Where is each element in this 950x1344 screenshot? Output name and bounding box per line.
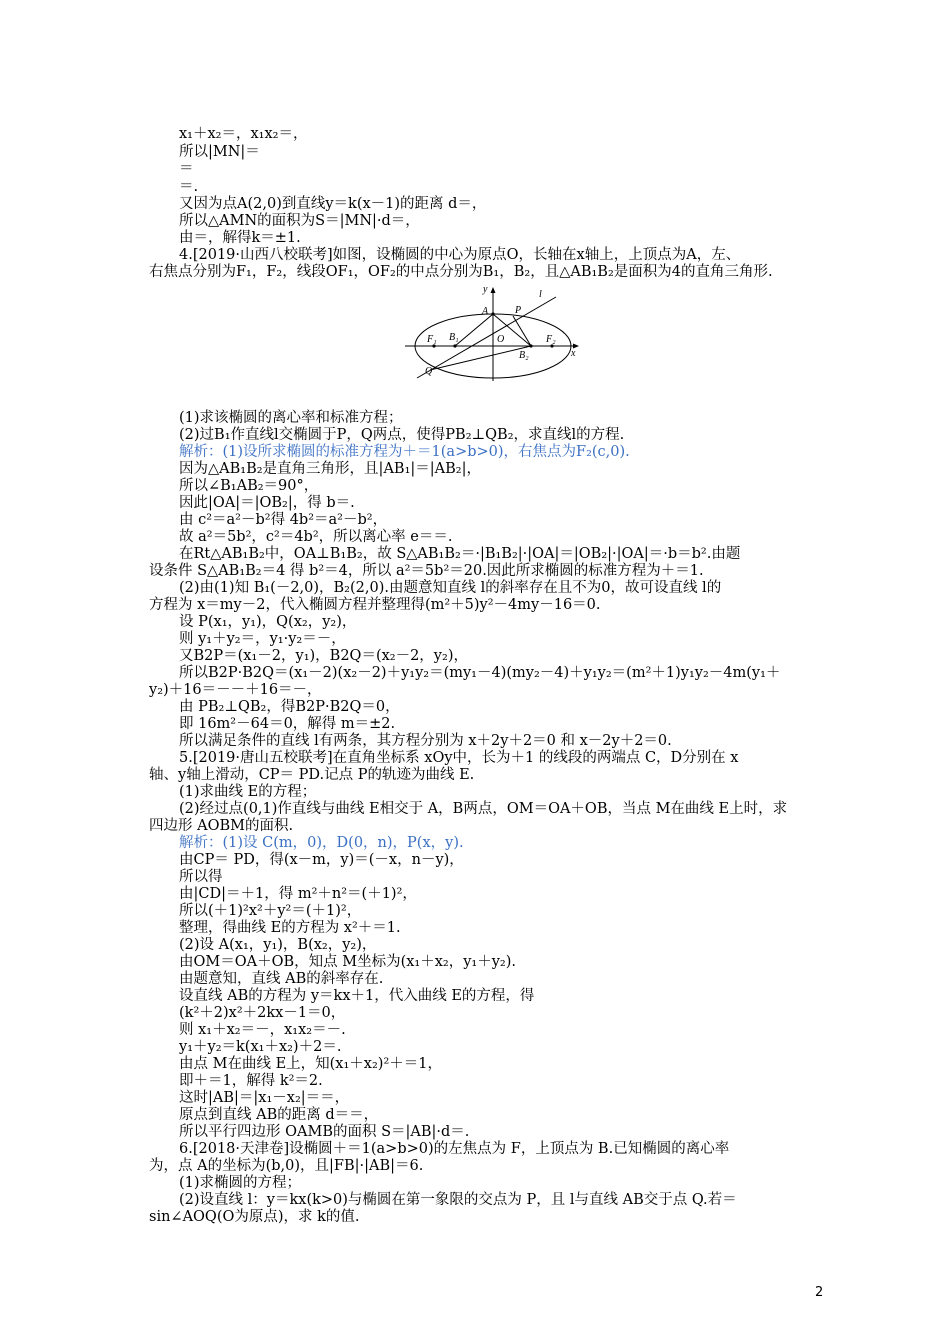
text-line: 所以满足条件的直线 l有两条，其方程分别为 x＋2y＋2＝0 和 x－2y＋2＝0. (179, 733, 672, 749)
text-line: 由CP＝ PD，得(x－m，y)＝(－x，n－y)， (179, 852, 464, 868)
label-x: x (571, 348, 576, 359)
text-line: (2)设 A(x₁，y₁)，B(x₂，y₂)， (179, 937, 377, 953)
text-line: 所以B2P·B2Q＝(x₁－2)(x₂－2)＋y₁y₂＝(my₁－4)(my₂－4)＋y₁y₂＝(m²＋1)y₁y₂－4m(y₁＋ (179, 665, 781, 681)
text-line: (1)求曲线 E的方程； (179, 784, 317, 800)
text-line: 在Rt△AB₁B₂中，OA⊥B₁B₂，故 S△AB₁B₂＝·|B₁B₂|·|OA|＝|OB₂|·|OA|＝·b＝b².由题 (179, 546, 741, 562)
text-line: (1)求该椭圆的离心率和标准方程； (179, 410, 403, 426)
text-line: 整理，得曲线 E的方程为 x²＋＝1. (179, 920, 401, 936)
problem-6-stem: 6.[2018·天津卷]设椭圆＋＝1(a>b>0)的左焦点为 F，上顶点为 B.已知椭圆的离心率 (179, 1141, 730, 1157)
text-line: 因此|OA|＝|OB₂|，得 b＝. (179, 495, 355, 511)
segment-qb2 (430, 346, 531, 370)
text-line: (1)求椭圆的方程； (179, 1175, 302, 1191)
text-line: 所以得 (179, 869, 223, 885)
analysis-line: 解析：(1)设所求椭圆的标准方程为＋＝1(a>b>0)，右焦点为F₂(c,0). (179, 444, 630, 460)
text-line: 所以平行四边形 OAMB的面积 S＝|AB|·d＝. (179, 1124, 470, 1140)
text-line: 所以∠B₁AB₂＝90°， (179, 478, 319, 494)
text-line: 方程为 x＝my－2，代入椭圆方程并整理得(m²＋5)y²－4my－16＝0. (149, 597, 601, 613)
text-line: 由|CD|＝＋1，得 m²＋n²＝(＋1)²， (179, 886, 417, 902)
text-line: 又B2P＝(x₁－2，y₁)，B2Q＝(x₂－2，y₂)， (179, 648, 468, 664)
text-line: 故 a²＝5b²，c²＝4b²，所以离心率 e＝＝. (179, 529, 453, 545)
text-line: ＝. (179, 179, 199, 195)
text-line: ＝ (179, 161, 194, 177)
text-line: 由 c²＝a²－b²得 4b²＝a²－b²， (179, 512, 388, 528)
segment-pb2 (513, 316, 531, 346)
point-b2 (529, 344, 532, 347)
text-line: 由＝，解得k＝±1. (179, 230, 301, 246)
text-line: 由OM＝OA＋OB，知点 M坐标为(x₁＋x₂，y₁＋y₂). (179, 954, 517, 970)
text-line: 所以(＋1)²x²＋y²＝(＋1)²， (179, 903, 362, 919)
text-line: 原点到直线 AB的距离 d＝＝， (179, 1107, 379, 1123)
text-line: 四边形 AOBM的面积. (149, 818, 294, 834)
label-b1: B₁ (449, 332, 459, 343)
text-line: 因为△AB₁B₂是直角三角形，且|AB₁|＝|AB₂|， (179, 461, 481, 477)
text-line: y₁＋y₂＝k(x₁＋x₂)＋2＝. (179, 1039, 342, 1055)
problem-5-stem: 5.[2019·唐山五校联考]在直角坐标系 xOy中，长为＋1 的线段的两端点 C，D分别在 x (179, 750, 739, 766)
text-line: 即＋＝1，解得 k²＝2. (179, 1073, 323, 1089)
text-line: (2)设直线 l：y＝kx(k>0)与椭圆在第一象限的交点为 P，且 l与直线 AB交于点 Q.若＝ (179, 1192, 737, 1208)
problem-5-stem: 轴、y轴上滑动，CP＝ PD.记点 P的轨迹为曲线 E. (149, 767, 475, 783)
text-line: 又因为点A(2,0)到直线y＝k(x－1)的距离 d＝， (179, 196, 487, 212)
text-line: 设直线 AB的方程为 y＝kx＋1，代入曲线 E的方程，得 (179, 988, 535, 1004)
label-l: l (539, 289, 542, 300)
text-line: y₂)＋16＝－－＋16＝－， (149, 682, 322, 698)
text-line: 则 x₁＋x₂＝－，x₁x₂＝－. (179, 1022, 346, 1038)
text-line: 则 y₁＋y₂＝，y₁·y₂＝－， (179, 631, 346, 647)
text-line: (2)过B₁作直线l交椭圆于P，Q两点，使得PB₂⊥QB₂，求直线l的方程. (179, 427, 625, 443)
point-b1 (453, 344, 456, 347)
label-b2: B₂ (519, 350, 529, 361)
label-y: y (483, 284, 488, 295)
text-line: 设 P(x₁，y₁)，Q(x₂，y₂)， (179, 614, 357, 630)
text-line: 设条件 S△AB₁B₂＝4 得 b²＝4，所以 a²＝5b²＝20.因此所求椭圆的标准方程为＋＝1. (149, 563, 704, 579)
segment-ab1 (455, 314, 493, 346)
problem-6-stem: 为，点 A的坐标为(b,0)，且|FB|·|AB|＝6. (149, 1158, 424, 1174)
text-line: 所以|MN|＝ (179, 144, 260, 160)
text-line: 即 16m²－64＝0，解得 m＝±2. (179, 716, 396, 732)
ellipse-figure (403, 283, 583, 383)
label-f1: F₁ (427, 334, 437, 345)
page-number: 2 (815, 1285, 824, 1300)
text-line: (k²＋2)x²＋2kx－1＝0， (179, 1005, 346, 1021)
text-line: 由点 M在曲线 E上，知(x₁＋x₂)²＋＝1， (179, 1056, 442, 1072)
y-axis-arrow-icon (491, 287, 496, 293)
point-a (491, 312, 494, 315)
text-line: 由题意知，直线 AB的斜率存在. (179, 971, 384, 987)
text-line: 所以△AMN的面积为S＝|MN|·d＝， (179, 213, 420, 229)
text-line: 这时|AB|＝|x₁－x₂|＝＝， (179, 1090, 350, 1106)
problem-4-stem: 右焦点分别为F₁，F₂，线段OF₁，OF₂的中点分别为B₁，B₂，且△AB₁B₂是面积为4的直角三角形. (149, 264, 773, 280)
label-f2: F₂ (546, 334, 556, 345)
text-line: (2)经过点(0,1)作直线与曲线 E相交于 A，B两点，OM＝OA＋OB，当点 M在曲线 E上时，求 (179, 801, 788, 817)
problem-4-stem: 4.[2019·山西八校联考]如图，设椭圆的中心为原点O，长轴在x轴上，上顶点为A，左、 (179, 247, 741, 263)
label-q: Q (425, 366, 433, 377)
analysis-line: 解析：(1)设 C(m，0)，D(0，n)，P(x，y). (179, 835, 464, 851)
label-o: O (497, 334, 505, 345)
text-line: 由 PB₂⊥QB₂，得B2P·B2Q＝0， (179, 699, 400, 715)
text-line: sin∠AOQ(O为原点)，求 k的值. (149, 1209, 360, 1225)
text-line: x₁＋x₂＝，x₁x₂＝， (179, 126, 308, 142)
label-a: A (482, 306, 489, 317)
label-p: P (515, 305, 522, 316)
text-line: (2)由(1)知 B₁(－2,0)，B₂(2,0).由题意知直线 l的斜率存在且不为0，故可设直线 l的 (179, 580, 722, 596)
